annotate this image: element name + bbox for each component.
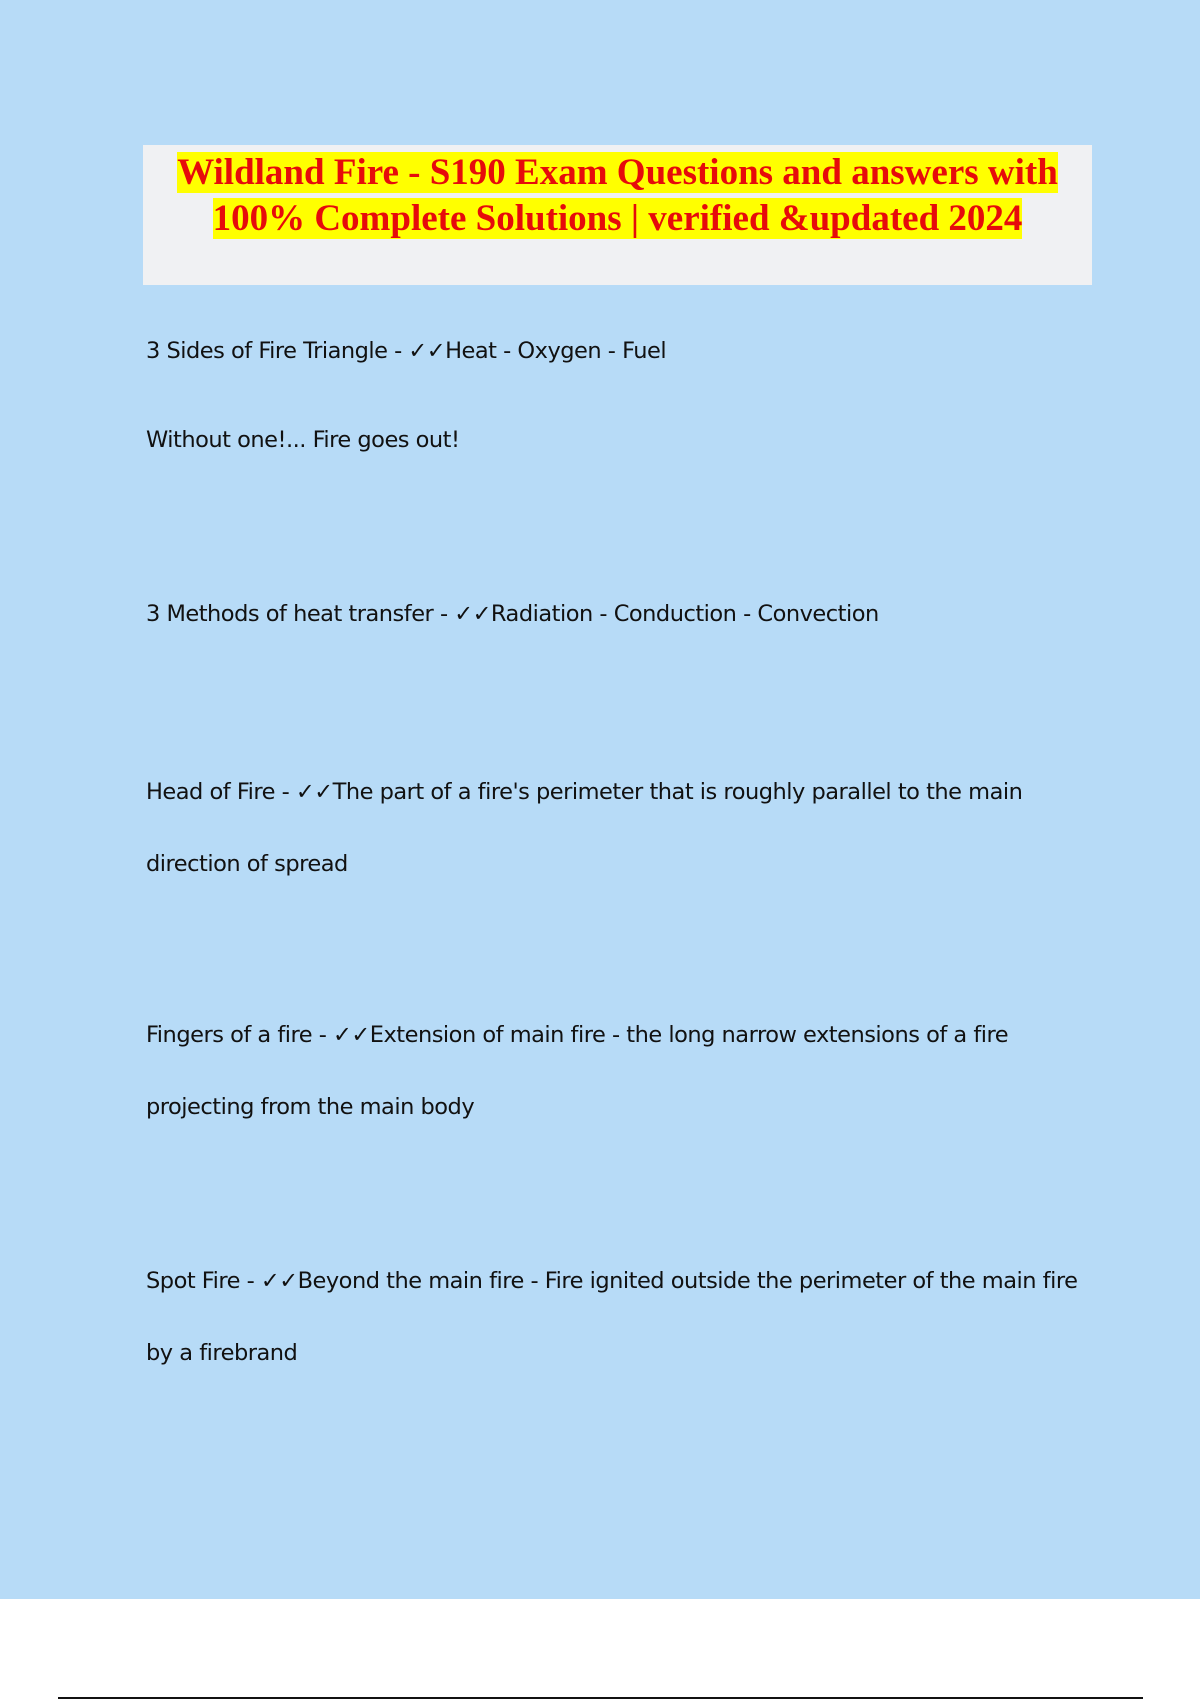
qa-entry-heat-transfer: 3 Methods of heat transfer - ✓✓Radiation - Conduction - Convection [146,601,879,627]
document-title: Wildland Fire - S190 Exam Questions and answers with 100% Complete Solutions | verified &updated 2024 [177,152,1058,239]
qa-entry-spot-fire: Spot Fire - ✓✓Beyond the main fire - Fire ignited outside the perimeter of the main fire by a firebrand [146,1268,1078,1366]
qa-entry-head-of-fire: Head of Fire - ✓✓The part of a fire's perimeter that is roughly parallel to the main direction of spread [146,779,1023,877]
title-box [143,145,1092,285]
qa-entry-fire-triangle: 3 Sides of Fire Triangle - ✓✓Heat - Oxygen - Fuel [146,338,667,364]
qa-entry-fire-triangle-note: Without one!... Fire goes out! [146,427,460,453]
footer-rule [58,1697,1143,1699]
qa-entry-fingers-of-fire: Fingers of a fire - ✓✓Extension of main fire - the long narrow extensions of a fire projecting from the main body [146,1022,1009,1120]
